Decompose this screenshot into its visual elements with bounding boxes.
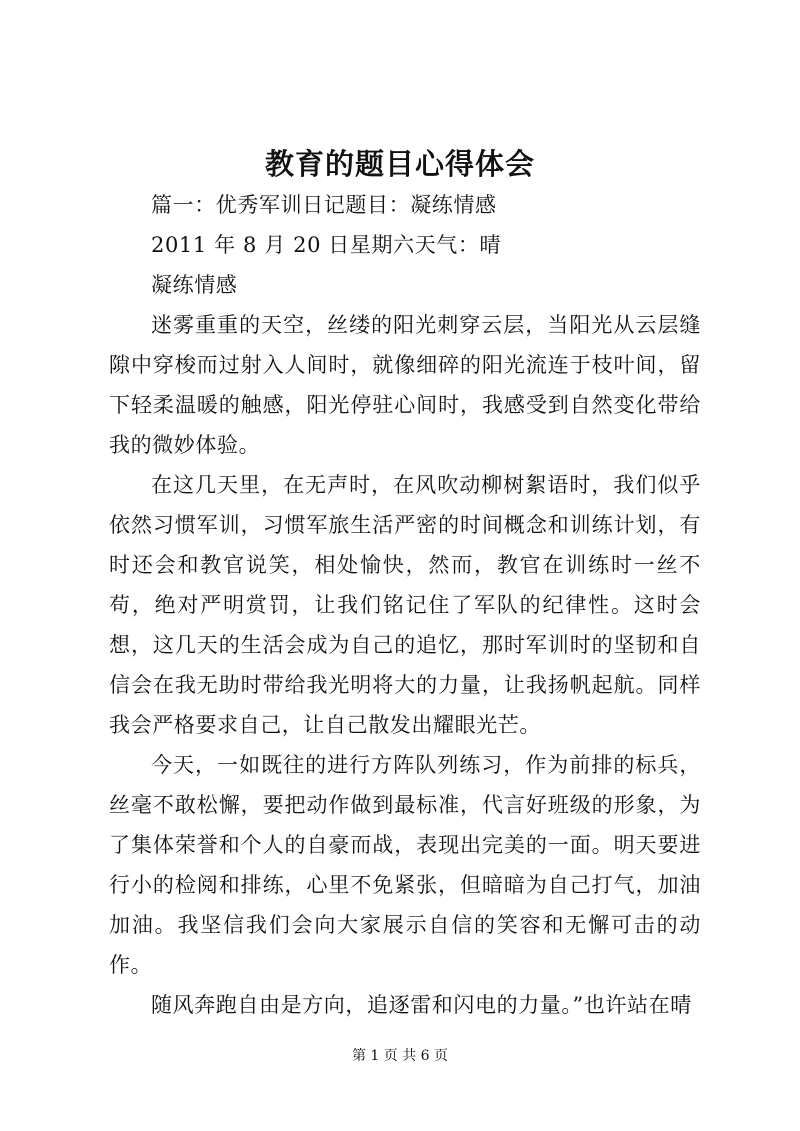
- paragraph-2: 在这几天里，在无声时，在风吹动柳树絮语时，我们似乎依然习惯军训，习惯军旅生活严密的时间概念和训练计划，有时还会和教官说笑，相处愉快，然而，教官在训练时一丝不苟，绝对严明赏罚，让我们铭记住了军队的纪律性。这时会想，这几天的生活会成为自己的追忆，那时军训时的坚韧和自信会在我无助时带给我光明将大的力量，让我扬帆起航。同样我会严格要求自己，让自己散发出耀眼光芒。: [109, 473, 701, 737]
- paragraph-subtitle: 凝练情感: [151, 273, 238, 297]
- paragraph-1: 迷雾重重的天空，丝缕的阳光刺穿云层，当阳光从云层缝隙中穿梭而过射入人间时，就像细碎的阳光流连于枝叶间，留下轻柔温暖的触感，阳光停驻心间时，我感受到自然变化带给我的微妙体验。: [109, 313, 701, 457]
- document-title: 教育的题目心得体会: [264, 147, 535, 181]
- paragraph-3: 今天，一如既往的进行方阵队列练习，作为前排的标兵，丝毫不敢松懈，要把动作做到最标准，代言好班级的形象，为了集体荣誉和个人的自豪而战，表现出完美的一面。明天要进行小的检阅和排练，心里不免紧张，但暗暗为自己打气，加油加油。我坚信我们会向大家展示自信的笑容和无懈可击的动作。: [109, 753, 701, 977]
- page-number-footer: 第 1 页 共 6 页: [351, 1048, 449, 1064]
- paragraph-4: 随风奔跑自由是方向，追逐雷和闪电的力量。”也许站在晴: [151, 993, 692, 1017]
- paragraph-heading: 篇一：优秀军训日记题目：凝练情感: [151, 193, 497, 217]
- document-body: [109, 185, 701, 1025]
- paragraph-date-weather: 2011 年 8 月 20 日星期六天气：晴: [151, 233, 502, 257]
